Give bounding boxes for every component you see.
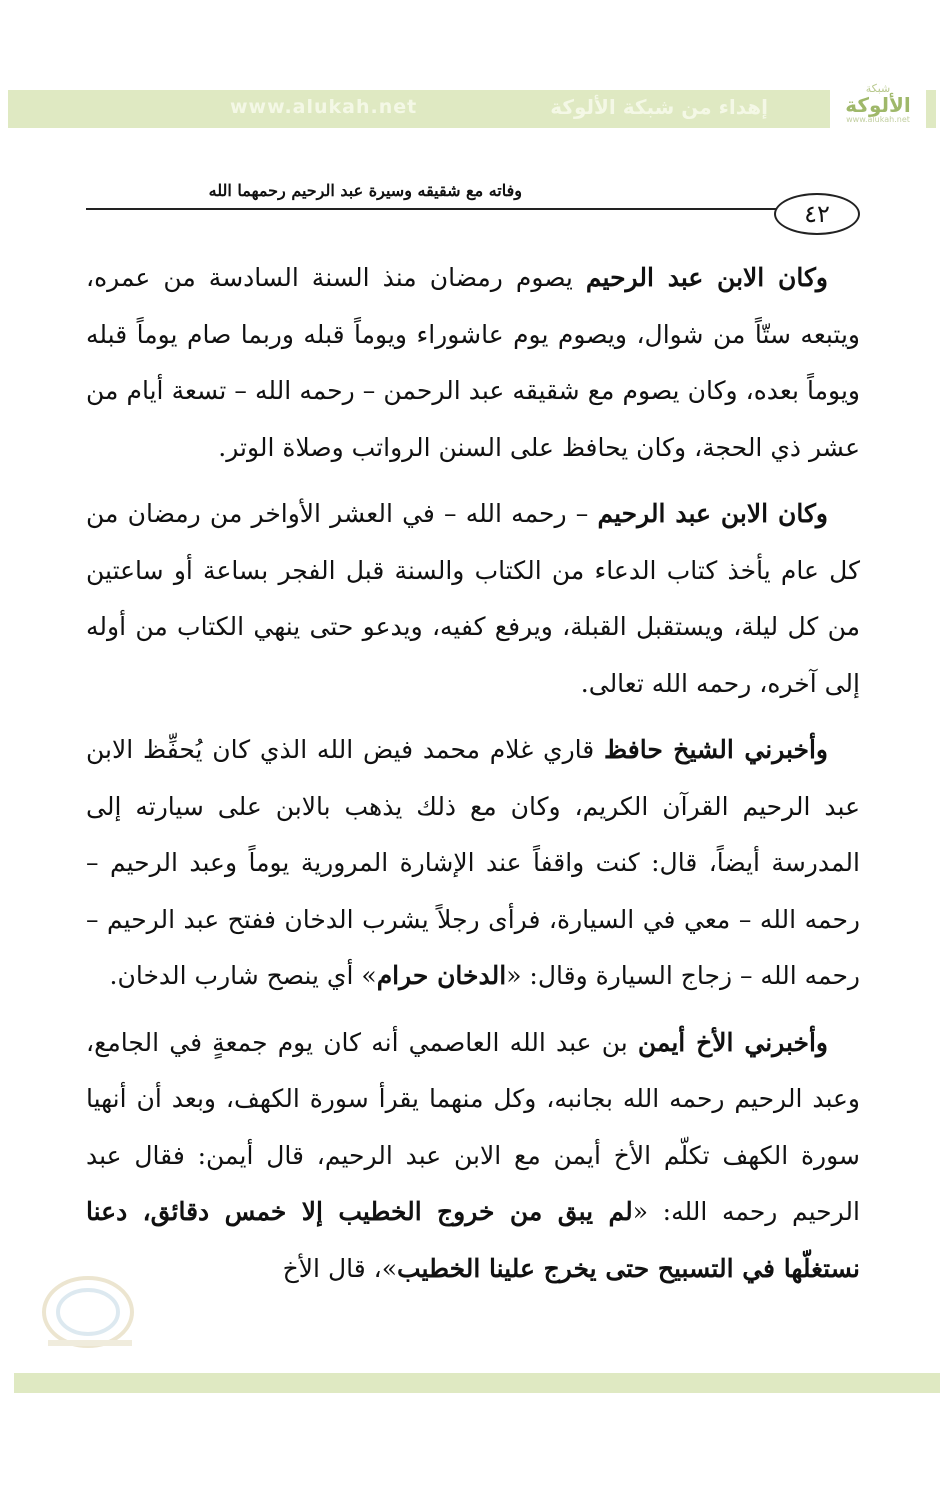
logo-url-text: www.alukah.net [846,115,910,124]
bold-phrase: وأخبرني الشيخ حافظ [604,735,829,764]
page-header [86,175,860,237]
body-text [86,250,860,1307]
watermark-badge-icon [28,1262,140,1354]
bold-phrase: وكان الابن عبد الرحيم [585,263,828,292]
page-number: ٤٢ [774,193,860,235]
paragraph [86,250,860,476]
text-segment: – رحمه الله – في العشر الأواخر من رمضان من كل عام يأخذ كتاب الدعاء من الكتاب والسنة قبل الفجر بساعة أو ساعتين من كل ليلة، ويستقبل القبلة، ويرفع كفيه، ويدعو حتى ينهي الكتاب من أوله إلى آخره، رحمه الله تعالى. [86,499,860,698]
banner-slogan: إهداء من شبكة الألوكة [550,95,768,119]
bold-phrase: وأخبرني الأخ أيمن [637,1027,828,1057]
bold-phrase: وكان الابن عبد الرحيم [597,499,828,528]
top-banner [8,82,936,128]
logo-small-text: شبكة [865,82,891,95]
paragraph [86,486,860,712]
alukah-logo [830,80,926,128]
paragraph [86,722,860,1005]
bottom-banner [14,1373,940,1393]
text-segment: » أي ينصح شارب الدخان. [109,961,377,990]
site-url[interactable]: www.alukah.net [230,96,418,118]
paragraph [86,1015,860,1298]
text-segment: يصوم رمضان منذ السنة السادسة من عمره، ويتبعه ستّاً من شوال، ويصوم يوم عاشوراء ويوماً قبله وربما صام يوماً قبله ويوماً بعده، وكان يصوم مع شقيقه عبد الرحمن – رحمه الله – تسعة أيام من عشر ذي الحجة، وكان يحافظ على السنن الرواتب وصلاة الوتر. [86,263,860,462]
logo-main-text: الألوكة [845,93,911,117]
text-segment: بن عبد الله العاصمي أنه كان يوم جمعةٍ في الجامع، وعبد الرحيم رحمه الله بجانبه، وكل منهما يقرأ سورة الكهف، وبعد أن أنهيا سورة الكهف تكلّم الأخ أيمن مع الابن عبد الرحيم، قال أيمن: فقال عبد الرحيم رحمه الله: « [86,1027,860,1226]
running-title: وفاته مع شقيقه وسيرة عبد الرحيم رحمهما الله [208,181,522,200]
text-segment: »، قال الأخ [282,1253,397,1283]
bold-phrase: الدخان حرام [376,961,507,990]
header-rule [86,208,780,210]
text-segment: قاري غلام محمد فيض الله الذي كان يُحفِّظ الابن عبد الرحيم القرآن الكريم، وكان مع ذلك يذهب بالابن على سيارته إلى المدرسة أيضاً، قال: كنت واقفاً عند الإشارة المرورية يوماً وعبد الرحيم – رحمه الله – معي في السيارة، فرأى رجلاً يشرب الدخان ففتح عبد الرحيم – رحمه الله – زجاج السيارة وقال: « [86,735,860,990]
bold-phrase: لم يبق من خروج الخطيب إلا خمس دقائق، دعنا نستغلّها في التسبيح حتى يخرج علينا الخطيب [86,1197,860,1283]
